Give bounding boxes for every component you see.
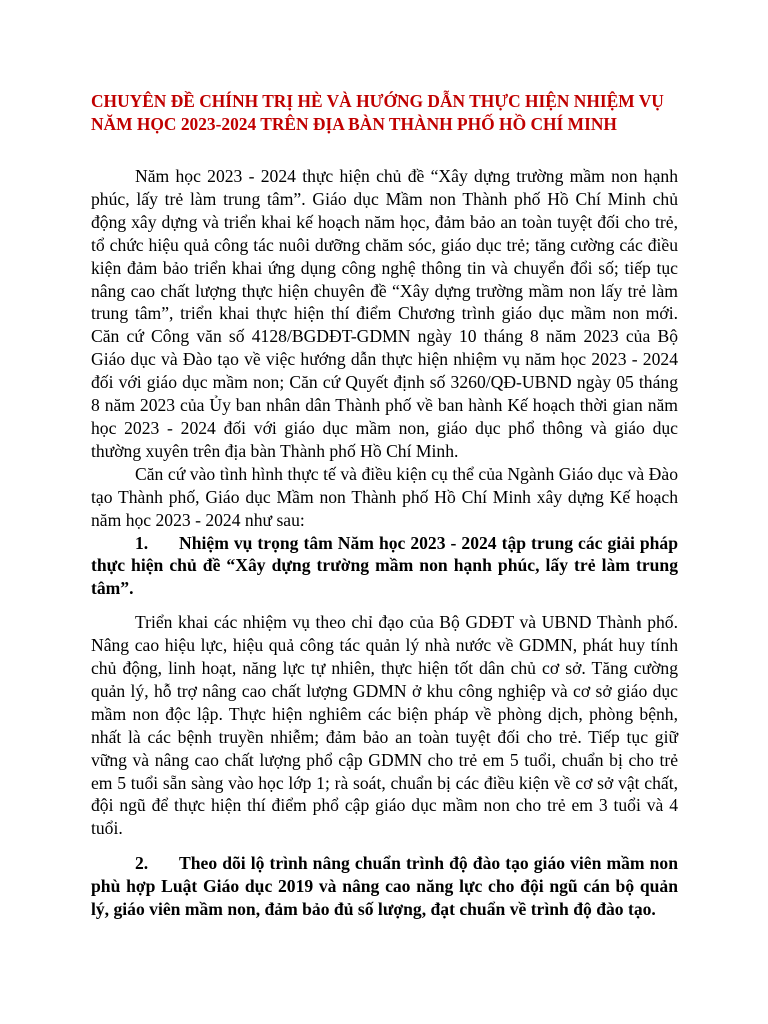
spacer (91, 840, 678, 852)
basis-paragraph: Căn cứ vào tình hình thực tế và điều kiện cụ thể của Ngành Giáo dục và Đào tạo Thành phố, Giáo dục Mầm non Thành phố Hồ Chí Minh xây dựng Kế hoạch năm học 2023 - 2024 như sau: (91, 463, 678, 530)
intro-paragraph: Năm học 2023 - 2024 thực hiện chủ đề “Xây dựng trường mầm non hạnh phúc, lấy trẻ làm trung tâm”. Giáo dục Mầm non Thành phố Hồ Chí Minh chủ động xây dựng và triển khai kế hoạch năm học, đảm bảo an toàn tuyệt đối cho trẻ, tổ chức hiệu quả công tác nuôi dưỡng chăm sóc, giáo dục trẻ; tăng cường các điều kiện đảm bảo triển khai ứng dụng công nghệ thông tin và chuyển đổi số; tiếp tục nâng cao chất lượng thực hiện chuyên đề “Xây dựng trường mầm non lấy trẻ làm trung tâm”, triển khai thực hiện thí điểm Chương trình giáo dục mầm non mới. Căn cứ Công văn số 4128/BGDĐT-GDMN ngày 10 tháng 8 năm 2023 của Bộ Giáo dục và Đào tạo về việc hướng dẫn thực hiện nhiệm vụ năm học 2023 - 2024 đối với giáo dục mầm non; Căn cứ Quyết định số 3260/QĐ-UBND ngày 05 tháng 8 năm 2023 của Ủy ban nhân dân Thành phố về ban hành Kế hoạch thời gian năm học 2023 - 2024 đối với giáo dục mầm non, giáo dục phổ thông và giáo dục thường xuyên trên địa bàn Thành phố Hồ Chí Minh. (91, 166, 678, 461)
spacer (91, 600, 678, 611)
section-1-number: 1. (135, 532, 149, 553)
section-2-heading (91, 852, 678, 921)
section-1-body: Triển khai các nhiệm vụ theo chỉ đạo của Bộ GDĐT và UBND Thành phố. Nâng cao hiệu lực, hiệu quả công tác quản lý nhà nước về GDMN, phát huy tính chủ động, linh hoạt, năng lực tự nhiên, thực hiện tốt dân chủ cơ sở. Tăng cường quản lý, hỗ trợ nâng cao chất lượng GDMN ở khu công nghiệp và cơ sở giáo dục mầm non độc lập. Thực hiện nghiêm các biện pháp về phòng dịch, phòng bệnh, nhất là các bệnh truyền nhiễm; đảm bảo an toàn tuyệt đối cho trẻ. Tiếp tục giữ vững và nâng cao chất lượng phổ cập GDMN cho trẻ em 5 tuổi, chuẩn bị cho trẻ em 5 tuổi sẵn sàng vào học lớp 1; rà soát, chuẩn bị các điều kiện về cơ sở vật chất, đội ngũ để thực hiện thí điểm phổ cập giáo dục mầm non cho trẻ em 3 tuổi và 4 tuổi. (91, 612, 678, 839)
document-title: CHUYÊN ĐỀ CHÍNH TRỊ HÈ VÀ HƯỚNG DẪN THỰC HIỆN NHIỆM VỤ NĂM HỌC 2023-2024 TRÊN ĐỊA BÀN THÀNH PHỐ HỒ CHÍ MINH (91, 91, 664, 134)
section-1-heading-text: Nhiệm vụ trọng tâm Năm học 2023 - 2024 tập trung các giải pháp thực hiện chủ đề “Xây dựng trường mầm non hạnh phúc, lấy trẻ làm trung tâm”. (91, 532, 678, 599)
section-2-heading-text: Theo dõi lộ trình nâng chuẩn trình độ đào tạo giáo viên mầm non phù hợp Luật Giáo dục 2019 và nâng cao năng lực cho đội ngũ cán bộ quản lý, giáo viên mầm non, đảm bảo đủ số lượng, đạt chuẩn về trình độ đào tạo. (91, 853, 678, 920)
section-2-number: 2. (135, 853, 149, 874)
section-1-heading (91, 532, 678, 601)
document-page (91, 90, 678, 921)
